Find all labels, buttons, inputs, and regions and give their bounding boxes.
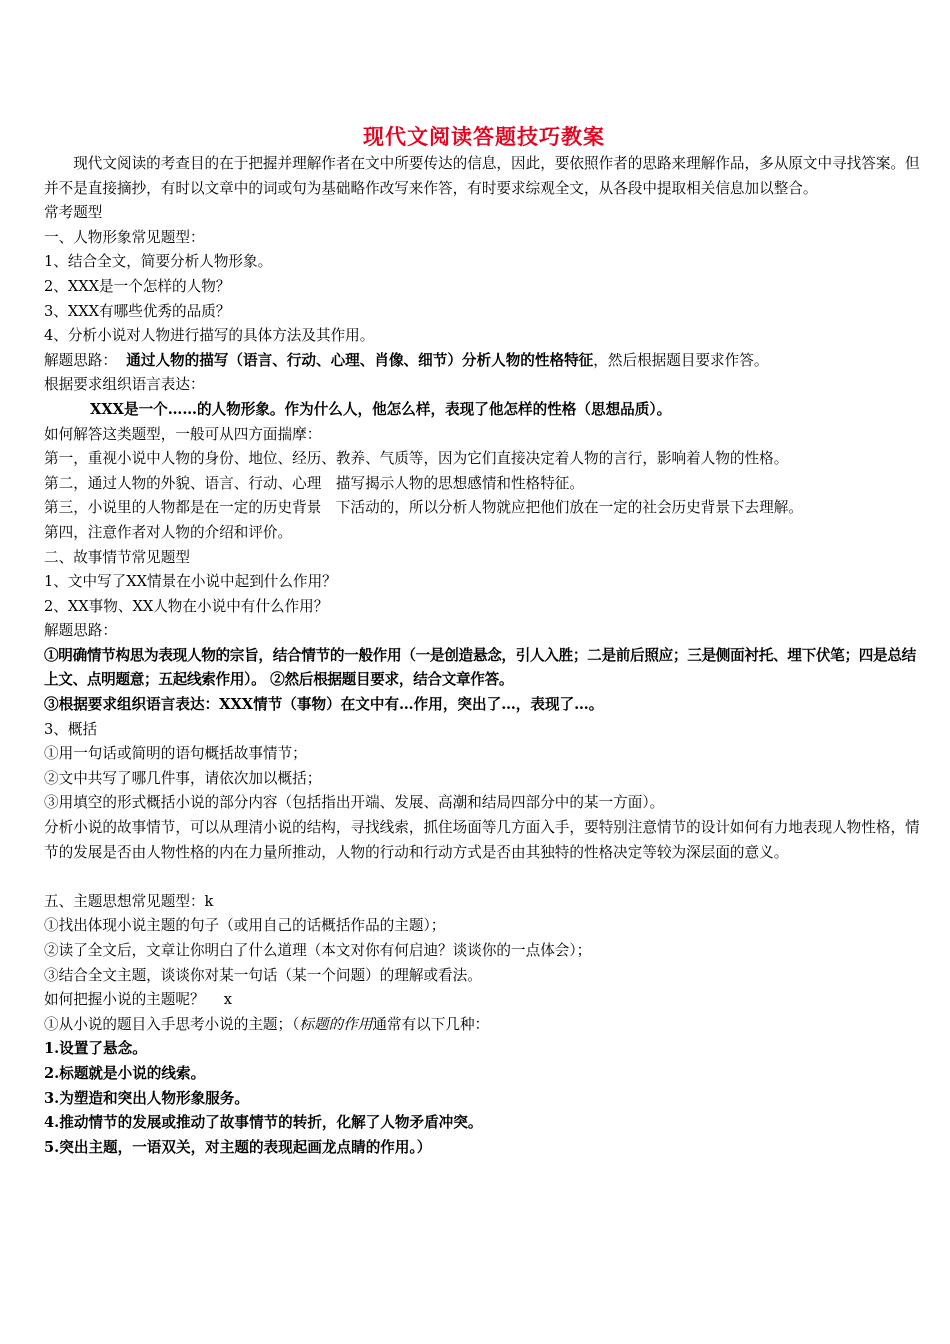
s5-point-3: 3.为塑造和突出人物形象服务。 bbox=[44, 1089, 249, 1107]
s3-paragraph: 分析小说的故事情节，可以从理清小说的结构，寻找线索，抓住场面等几方面入手，要特别注意情节的设计如何有力地表现人物性格，情节的发展是否由人物性格的内在力量所推动，人物的行动和行动方式是否由其独特的性格决定等较为深层面的意义。 bbox=[44, 819, 920, 861]
s1-idea-rest: ，然后根据题目要求作答。 bbox=[593, 351, 769, 369]
s2-idea-bold-2: ③根据要求组织语言表达：XXX情节（事物）在文中有…作用，突出了…，表现了…。 bbox=[44, 696, 604, 714]
s1-question-4: 4、分析小说对人物进行描写的具体方法及其作用。 bbox=[44, 327, 375, 345]
section-2-heading: 二、故事情节常见题型 bbox=[44, 548, 190, 566]
s1-organize-label: 根据要求组织语言表达： bbox=[44, 376, 205, 394]
s5-point-4: 4.推动情节的发展或推动了故事情节的转折，化解了人物矛盾冲突。 bbox=[44, 1114, 483, 1132]
s1-question-2: 2、XXX是一个怎样的人物？ bbox=[44, 277, 231, 295]
section-common-types: 常考题型 bbox=[44, 204, 103, 222]
s1-idea-label: 解题思路： bbox=[44, 351, 117, 369]
section-3-heading: 3、概括 bbox=[44, 720, 98, 738]
s2-question-1: 1、文中写了XX情景在小说中起到什么作用？ bbox=[44, 573, 337, 591]
section-5-heading: 五、主题思想常见题型：k bbox=[44, 892, 214, 910]
document-page bbox=[44, 124, 924, 1160]
s1-question-3: 3、XXX有哪些优秀的品质？ bbox=[44, 302, 231, 320]
s1-how-to: 如何解答这类题型，一般可从四方面揣摩： bbox=[44, 425, 322, 443]
s5-from-a: ①从小说的题目入手思考小说的主题；（ bbox=[44, 1015, 300, 1033]
s3-item-3: ③用填空的形式概括小说的部分内容（包括指出开端、发展、高潮和结局四部分中的某一方面）。 bbox=[44, 794, 665, 812]
blank-line bbox=[44, 865, 924, 890]
s5-from-italic: 标题的作用 bbox=[299, 1015, 373, 1033]
s5-item-2: ②读了全文后，文章让你明白了什么道理（本文对你有何启迪？谈谈你的一点体会）； bbox=[44, 942, 592, 959]
s3-item-2: ②文中共写了哪几件事，请依次加以概括； bbox=[44, 769, 322, 787]
s1-question-1: 1、结合全文，简要分析人物形象。 bbox=[44, 253, 273, 271]
s1-way-1: 第一，重视小说中人物的身份、地位、经历、教养、气质等，因为它们直接决定着人物的言行，影响着人物的性格。 bbox=[44, 450, 789, 468]
intro-paragraph: 现代文阅读的考查目的在于把握并理解作者在文中所要传达的信息，因此，要依照作者的思路来理解作品，多从原文中寻找答案。但并不是直接摘抄，有时以文章中的词或句为基础略作改写来作答，有时要求综观全文，从各段中提取相关信息加以整合。 bbox=[44, 155, 920, 197]
s5-point-2: 2.标题就是小说的线索。 bbox=[44, 1064, 206, 1082]
s5-from-title bbox=[44, 1013, 924, 1038]
s1-idea-bold: 通过人物的描写（语言、行动、心理、肖像、细节）分析人物的性格特征 bbox=[126, 351, 594, 369]
s1-way-4: 第四，注意作者对人物的介绍和评价。 bbox=[44, 523, 293, 541]
s1-solution-idea bbox=[44, 349, 924, 374]
s5-item-3: ③结合全文主题，谈谈你对某一句话（某一个问题）的理解或看法。 bbox=[44, 966, 482, 984]
s5-point-1: 1.设置了悬念。 bbox=[44, 1040, 147, 1058]
s2-idea-label: 解题思路： bbox=[44, 622, 117, 640]
s5-item-1: ①找出体现小说主题的句子（或用自己的话概括作品的主题）； bbox=[44, 917, 446, 935]
s1-way-2: 第二，通过人物的外貌、语言、行动、心理 描写揭示人物的思想感情和性格特征。 bbox=[44, 474, 584, 492]
section-1-heading: 一、人物形象常见题型： bbox=[44, 228, 205, 246]
s5-how-to: 如何把握小说的主题呢？ x bbox=[44, 991, 232, 1009]
s5-point-5: 5.突出主题，一语双关，对主题的表现起画龙点睛的作用。） bbox=[44, 1138, 432, 1156]
s3-item-1: ①用一句话或简明的语句概括故事情节； bbox=[44, 745, 307, 763]
s2-idea-bold-1: ①明确情节构思为表现人物的宗旨，结合情节的一般作用（一是创造悬念，引人入胜；二是前后照应；三是侧面衬托、埋下伏笔；四是总结上文、点明题意；五起线索作用）。 ②然后根据题目要求，结合文章作答。 bbox=[44, 646, 916, 689]
document-title: 现代文阅读答题技巧教案 bbox=[363, 124, 605, 149]
s1-way-3: 第三，小说里的人物都是在一定的历史背景 下活动的，所以分析人物就应把他们放在一定的社会历史背景下去理解。 bbox=[44, 499, 803, 517]
s1-answer-template: XXX是一个……的人物形象。作为什么人，他怎么样，表现了他怎样的性格（思想品质）。 bbox=[90, 400, 672, 418]
s5-from-b: 通常有以下几种： bbox=[372, 1015, 490, 1033]
s2-question-2: 2、XX事物、XX人物在小说中有什么作用？ bbox=[44, 597, 329, 615]
